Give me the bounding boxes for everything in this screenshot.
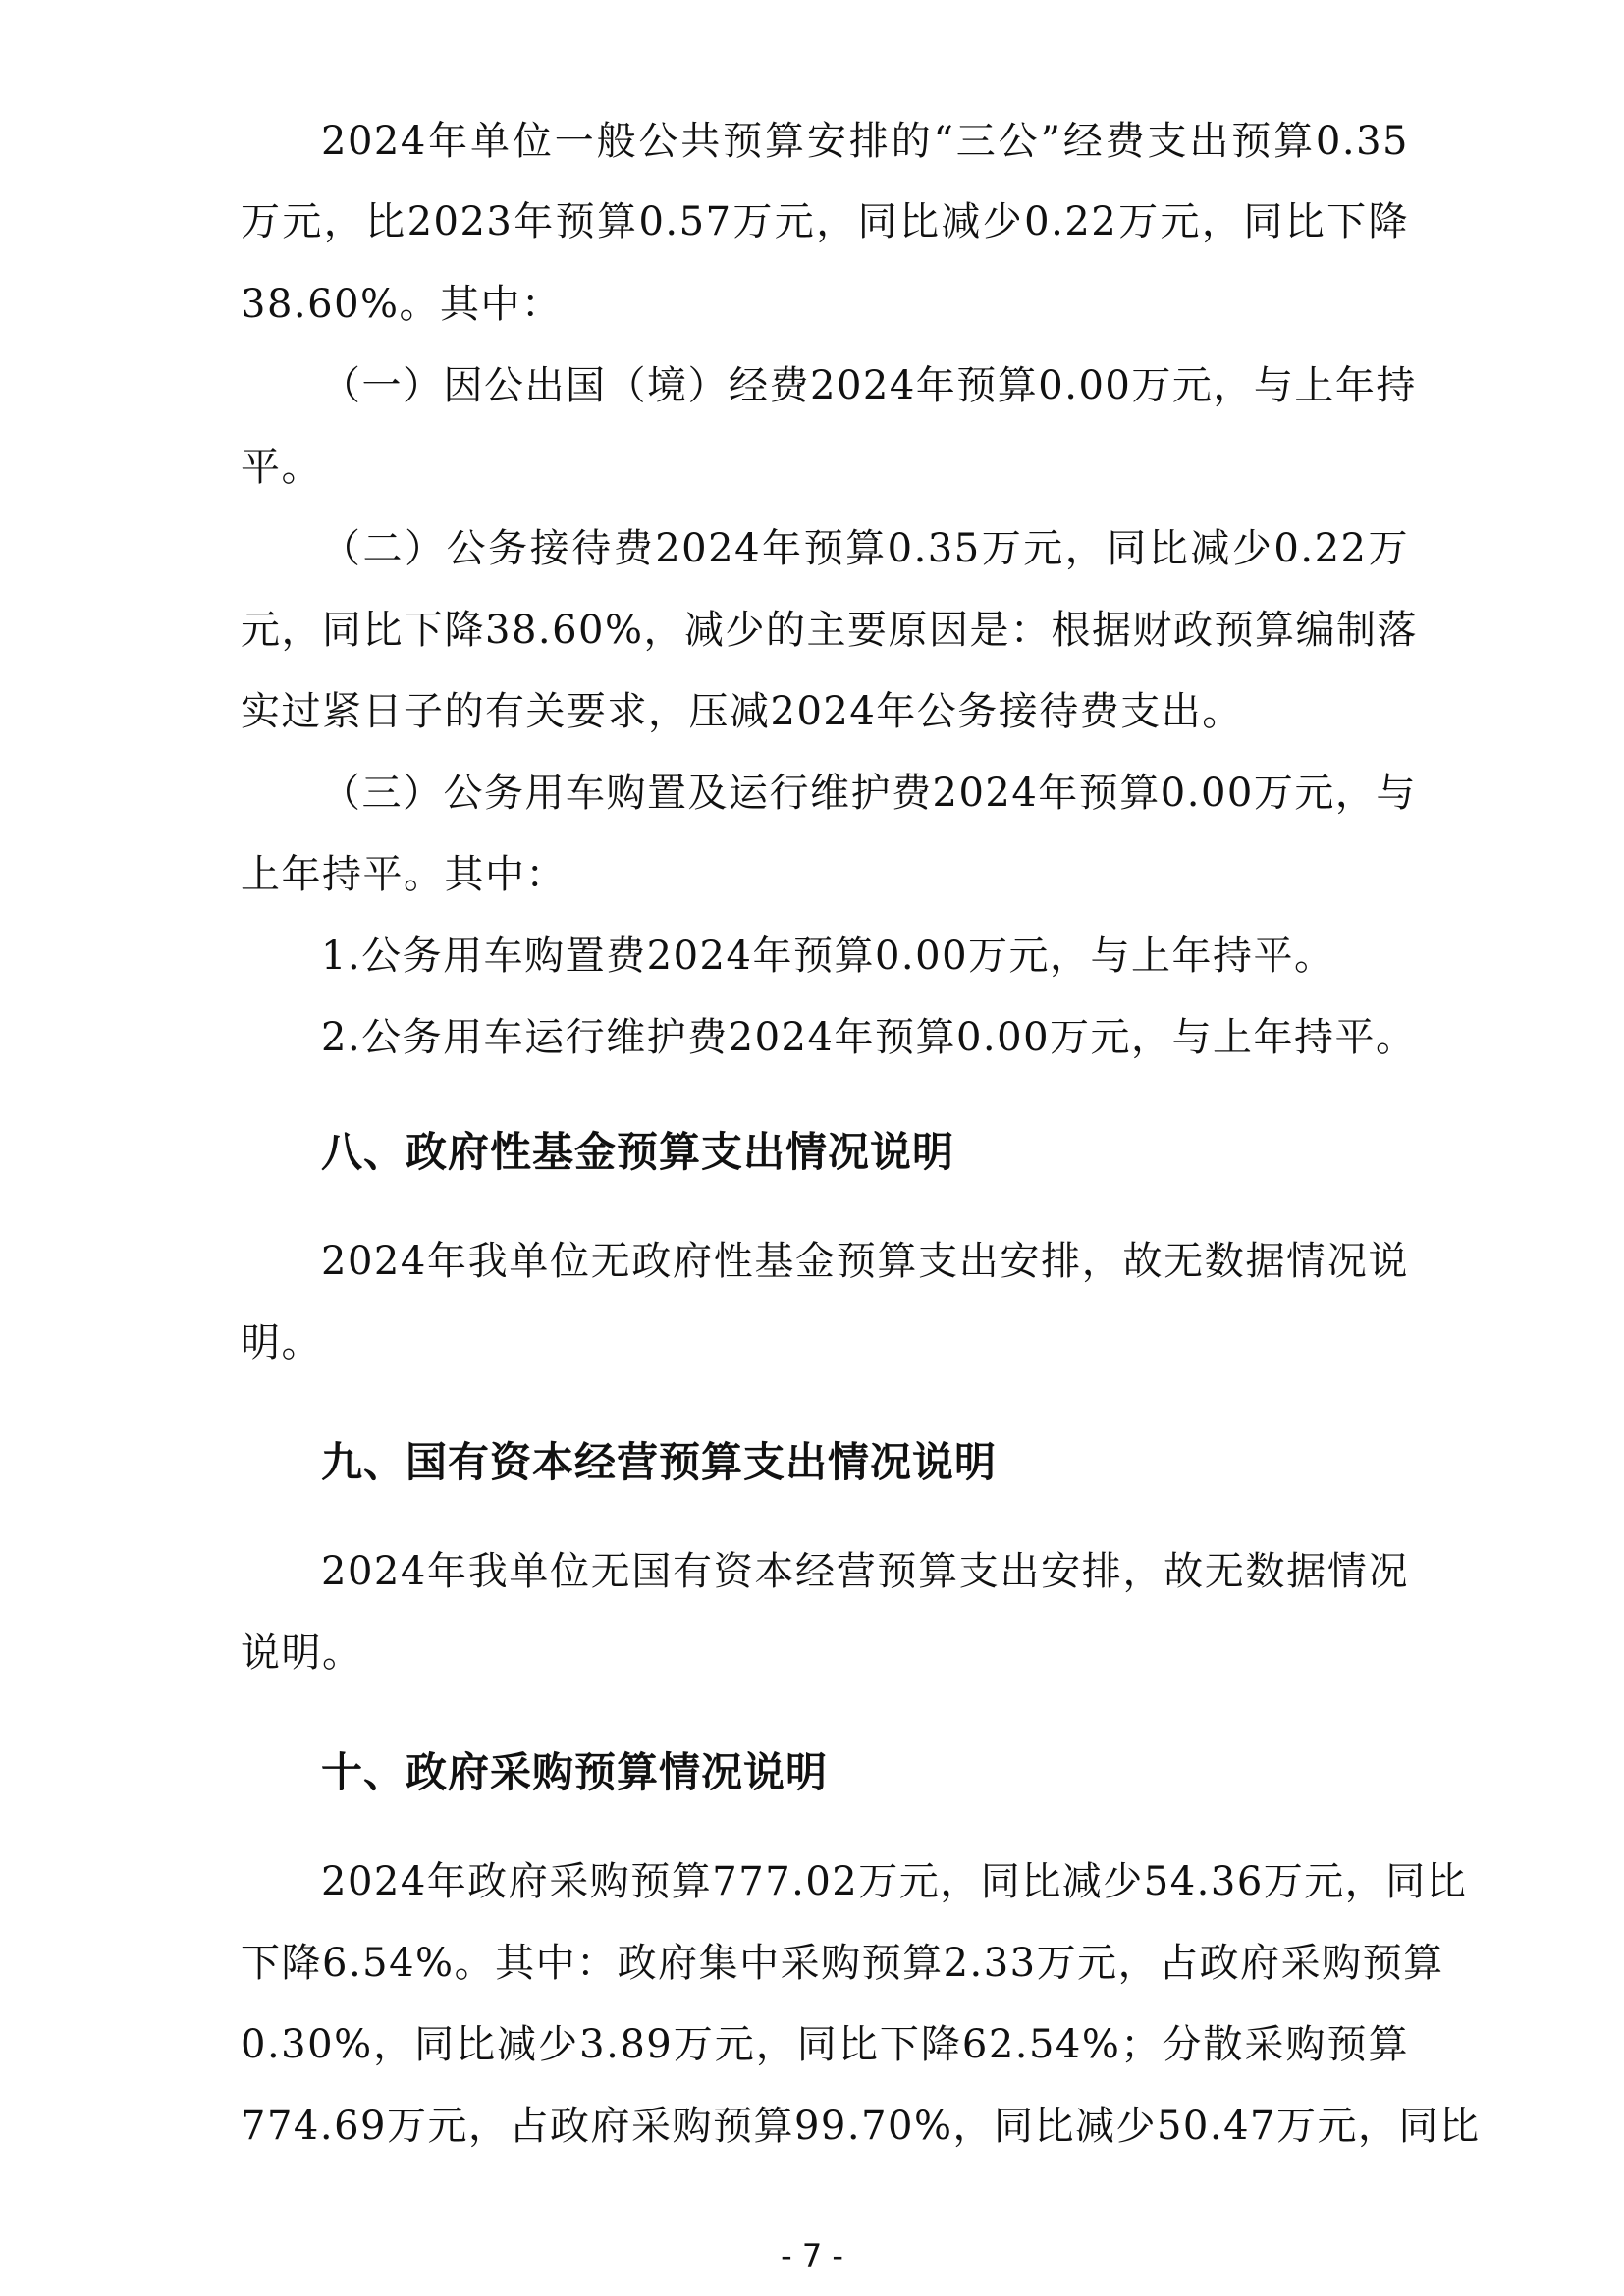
paragraph-line: 1.公务用车购置费2024年预算0.00万元，与上年持平。 (321, 934, 1335, 979)
paragraph-line: 明。 (241, 1320, 322, 1365)
paragraph-line: 774.69万元，占政府采购预算99.70%，同比减少50.47万元，同比 (241, 2104, 1481, 2149)
paragraph-line: 2.公务用车运行维护费2024年预算0.00万元，与上年持平。 (321, 1015, 1417, 1060)
paragraph-line: 2024年我单位无政府性基金预算支出安排，故无数据情况说 (321, 1239, 1409, 1284)
paragraph-line: 万元，比2023年预算0.57万元，同比减少0.22万元，同比下降 (241, 199, 1409, 244)
page-number: - 7 - (781, 2237, 843, 2274)
paragraph-line: 下降6.54%。其中：政府集中采购预算2.33万元，占政府采购预算 (241, 1941, 1444, 1986)
paragraph-line: 2024年单位一般公共预算安排的“三公”经费支出预算0.35 (321, 119, 1409, 164)
paragraph-line: 平。 (241, 445, 322, 490)
paragraph-line: （二）公务接待费2024年预算0.35万元，同比减少0.22万 (321, 526, 1409, 571)
paragraph-line: 38.60%。其中： (241, 282, 563, 327)
paragraph-line: （一）因公出国（境）经费2024年预算0.00万元，与上年持 (321, 363, 1417, 408)
paragraph-line: 2024年政府采购预算777.02万元，同比减少54.36万元，同比 (321, 1859, 1468, 1904)
paragraph-line: 说明。 (241, 1630, 363, 1676)
paragraph-line: 0.30%，同比减少3.89万元，同比下降62.54%；分散采购预算 (241, 2022, 1409, 2067)
paragraph-line: 实过紧日子的有关要求，压减2024年公务接待费支出。 (241, 689, 1243, 734)
section-heading: 八、政府性基金预算支出情况说明 (321, 1128, 955, 1176)
section-heading: 九、国有资本经营预算支出情况说明 (321, 1438, 998, 1486)
paragraph-line: （三）公务用车购置及运行维护费2024年预算0.00万元，与 (321, 771, 1417, 816)
section-heading: 十、政府采购预算情况说明 (321, 1748, 829, 1796)
paragraph-line: 2024年我单位无国有资本经营预算支出安排，故无数据情况 (321, 1549, 1409, 1594)
paragraph-line: 元，同比下降38.60%，减少的主要原因是：根据财政预算编制落 (241, 608, 1419, 653)
paragraph-line: 上年持平。其中： (241, 852, 567, 897)
